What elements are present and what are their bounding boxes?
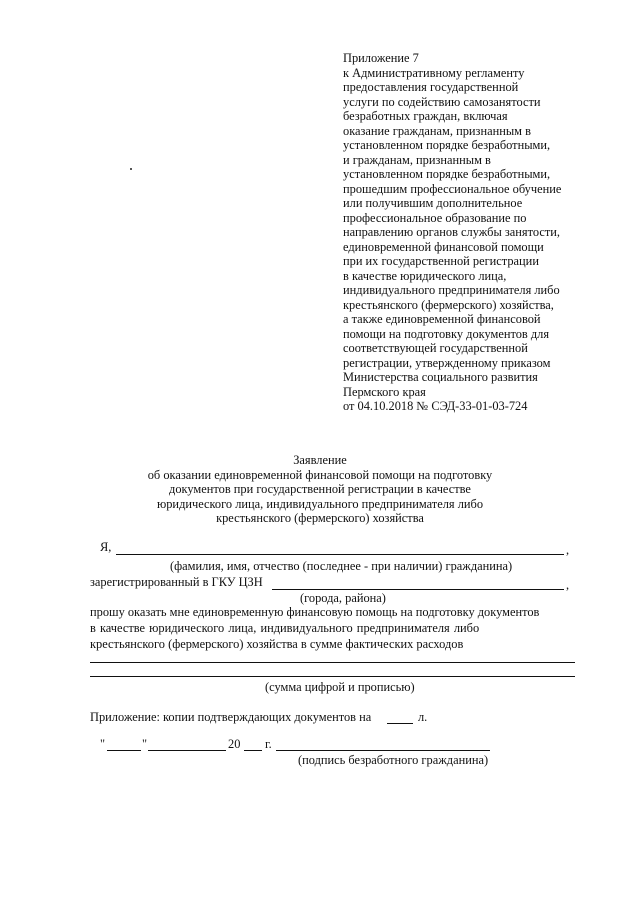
- appendix-line: Приложение 7: [343, 51, 419, 65]
- appendix-line: крестьянского (фермерского) хозяйства,: [343, 297, 554, 312]
- czn-field[interactable]: [272, 589, 564, 590]
- appendix-line: профессиональное образование по: [343, 210, 527, 225]
- appendix-line: соответствующей государственной: [343, 341, 528, 355]
- appendix-line: в качестве юридического лица,: [343, 268, 507, 283]
- appendix-line: единовременной финансовой помощи: [343, 239, 544, 254]
- name-caption: (фамилия, имя, отчество (последнее - при наличии) гражданина): [170, 559, 513, 573]
- appendix-line: регистрации, утвержденному приказом: [343, 355, 551, 370]
- request-line: в качестве юридического лица, индивидуального предпринимателя либо: [90, 621, 480, 635]
- appendix-line: или получившим дополнительное: [343, 196, 523, 210]
- year-prefix: 20: [228, 737, 241, 751]
- appendix-block: [343, 51, 561, 414]
- attachment-label: Приложение: копии подтверждающих документов на: [90, 710, 372, 724]
- comma-mark: ,: [566, 543, 570, 557]
- request-line: крестьянского (фермерского) хозяйства в сумме фактических расходов: [90, 637, 464, 651]
- appendix-line: безработных граждан, включая: [343, 109, 508, 123]
- appendix-line: направлению органов службы занятости,: [343, 225, 560, 239]
- registered-label: зарегистрированный в ГКУ ЦЗН: [90, 575, 263, 589]
- name-field[interactable]: [116, 554, 564, 555]
- title-line: об оказании единовременной финансовой помощи на подготовку: [147, 467, 493, 482]
- appendix-line: индивидуального предпринимателя либо: [343, 283, 560, 297]
- appendix-line: при их государственной регистрации: [343, 254, 539, 268]
- scan-speck: [130, 168, 132, 170]
- sum-caption: (сумма цифрой и прописью): [265, 680, 415, 694]
- appendix-line: Министерства социального развития: [343, 370, 538, 384]
- date-quote-open: ": [100, 737, 106, 751]
- comma-mark: ,: [566, 578, 570, 592]
- pages-count-field[interactable]: [387, 723, 413, 724]
- appendix-line: установленном порядке безработными,: [343, 138, 551, 152]
- appendix-line: к Административному регламенту: [343, 65, 525, 80]
- appendix-line: оказание гражданам, признанным в: [343, 123, 531, 138]
- appendix-line: и гражданам, признанным в: [343, 152, 491, 167]
- document-title-block: [0, 453, 640, 526]
- year-suffix: г.: [265, 737, 272, 751]
- appendix-line: услуги по содействию самозанятости: [343, 94, 541, 109]
- day-field[interactable]: [107, 750, 141, 751]
- title-line: крестьянского (фермерского) хозяйства: [216, 511, 424, 525]
- title-line: юридического лица, индивидуального предпринимателя либо: [156, 496, 484, 511]
- appendix-line: от 04.10.2018 № СЭД-33-01-03-724: [343, 399, 528, 413]
- appendix-line: а также единовременной финансовой: [343, 312, 541, 326]
- document-heading: Заявление: [293, 453, 347, 467]
- ya-label: Я,: [100, 540, 112, 554]
- sum-field-line-1[interactable]: [90, 662, 575, 663]
- city-caption: (города, района): [300, 591, 386, 605]
- request-line: прошу оказать мне единовременную финансовую помощь на подготовку документов: [90, 605, 540, 619]
- appendix-line: установленном порядке безработными,: [343, 167, 551, 181]
- signature-caption: (подпись безработного гражданина): [298, 753, 489, 767]
- title-line: документов при государственной регистрации в качестве: [169, 482, 471, 496]
- appendix-line: прошедшим профессиональное обучение: [343, 181, 562, 196]
- appendix-line: предоставления государственной: [343, 80, 519, 94]
- date-quote-close: ": [142, 737, 148, 751]
- sum-field-line-2[interactable]: [90, 676, 575, 677]
- pages-suffix: л.: [418, 710, 428, 724]
- appendix-line: помощи на подготовку документов для: [343, 326, 550, 341]
- month-field[interactable]: [148, 750, 226, 751]
- signature-field[interactable]: [276, 750, 490, 751]
- year-field[interactable]: [244, 750, 262, 751]
- appendix-line: Пермского края: [343, 384, 426, 399]
